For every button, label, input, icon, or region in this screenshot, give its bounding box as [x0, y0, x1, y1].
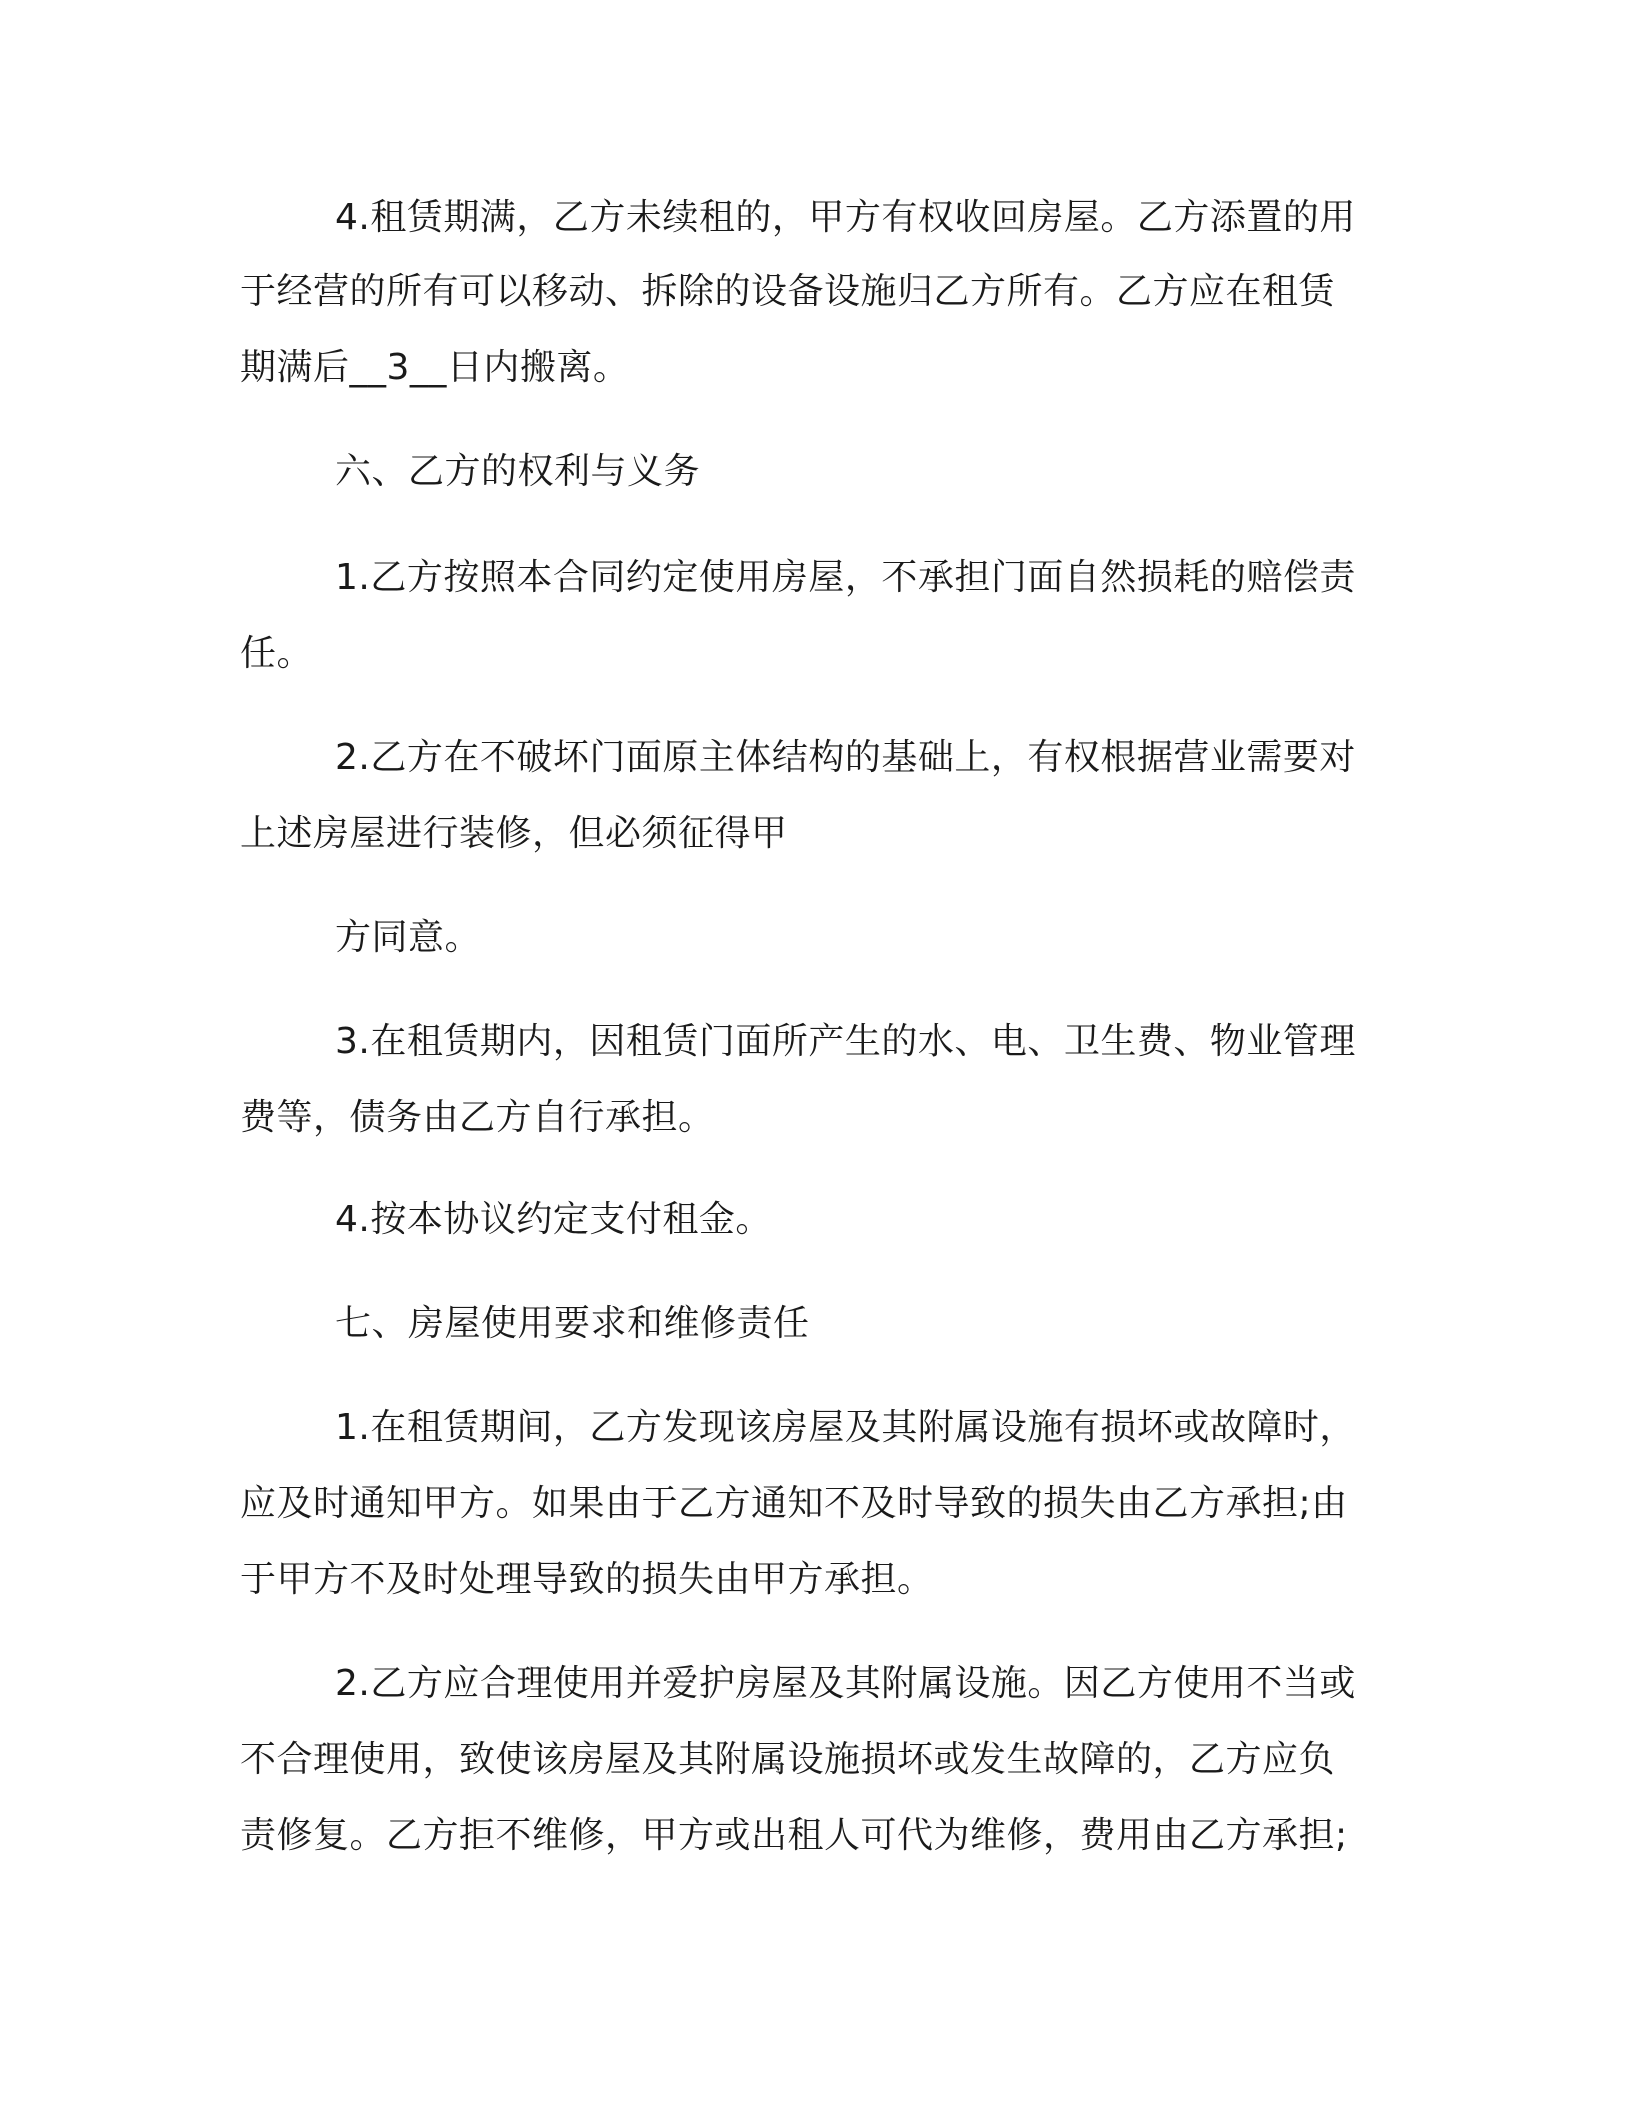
text-line: 应及时通知甲方。如果由于乙方通知不及时导致的损失由乙方承担;由: [240, 1483, 1348, 1524]
text-line: 2.乙方在不破坏门面原主体结构的基础上，有权根据营业需要对: [335, 737, 1356, 778]
text-line: 3.在租赁期内，因租赁门面所产生的水、电、卫生费、物业管理: [335, 1021, 1356, 1062]
section-heading: 七、房屋使用要求和维修责任: [335, 1303, 810, 1344]
section-heading: 六、乙方的权利与义务: [335, 451, 701, 492]
text-line: 上述房屋进行装修，但必须征得甲: [240, 813, 788, 854]
text-line: 1.在租赁期间，乙方发现该房屋及其附属设施有损坏或故障时，: [335, 1407, 1356, 1448]
text-line: 方同意。: [335, 917, 482, 958]
text-line: 4.按本协议约定支付租金。: [335, 1199, 772, 1240]
text-line: 于甲方不及时处理导致的损失由甲方承担。: [240, 1559, 934, 1600]
text-line: 费等，债务由乙方自行承担。: [240, 1097, 715, 1138]
text-line: 任。: [240, 633, 314, 674]
text-line: 期满后__3__日内搬离。: [240, 347, 630, 388]
text-line: 于经营的所有可以移动、拆除的设备设施归乙方所有。乙方应在租赁: [240, 271, 1336, 312]
text-line: 不合理使用，致使该房屋及其附属设施损坏或发生故障的，乙方应负: [240, 1739, 1336, 1780]
text-line: 1.乙方按照本合同约定使用房屋，不承担门面自然损耗的赔偿责: [335, 557, 1356, 598]
text-line: 责修复。乙方拒不维修，甲方或出租人可代为维修，费用由乙方承担;: [240, 1815, 1348, 1856]
text-line: 4.租赁期满，乙方未续租的，甲方有权收回房屋。乙方添置的用: [335, 197, 1356, 238]
text-line: 2.乙方应合理使用并爱护房屋及其附属设施。因乙方使用不当或: [335, 1663, 1356, 1704]
